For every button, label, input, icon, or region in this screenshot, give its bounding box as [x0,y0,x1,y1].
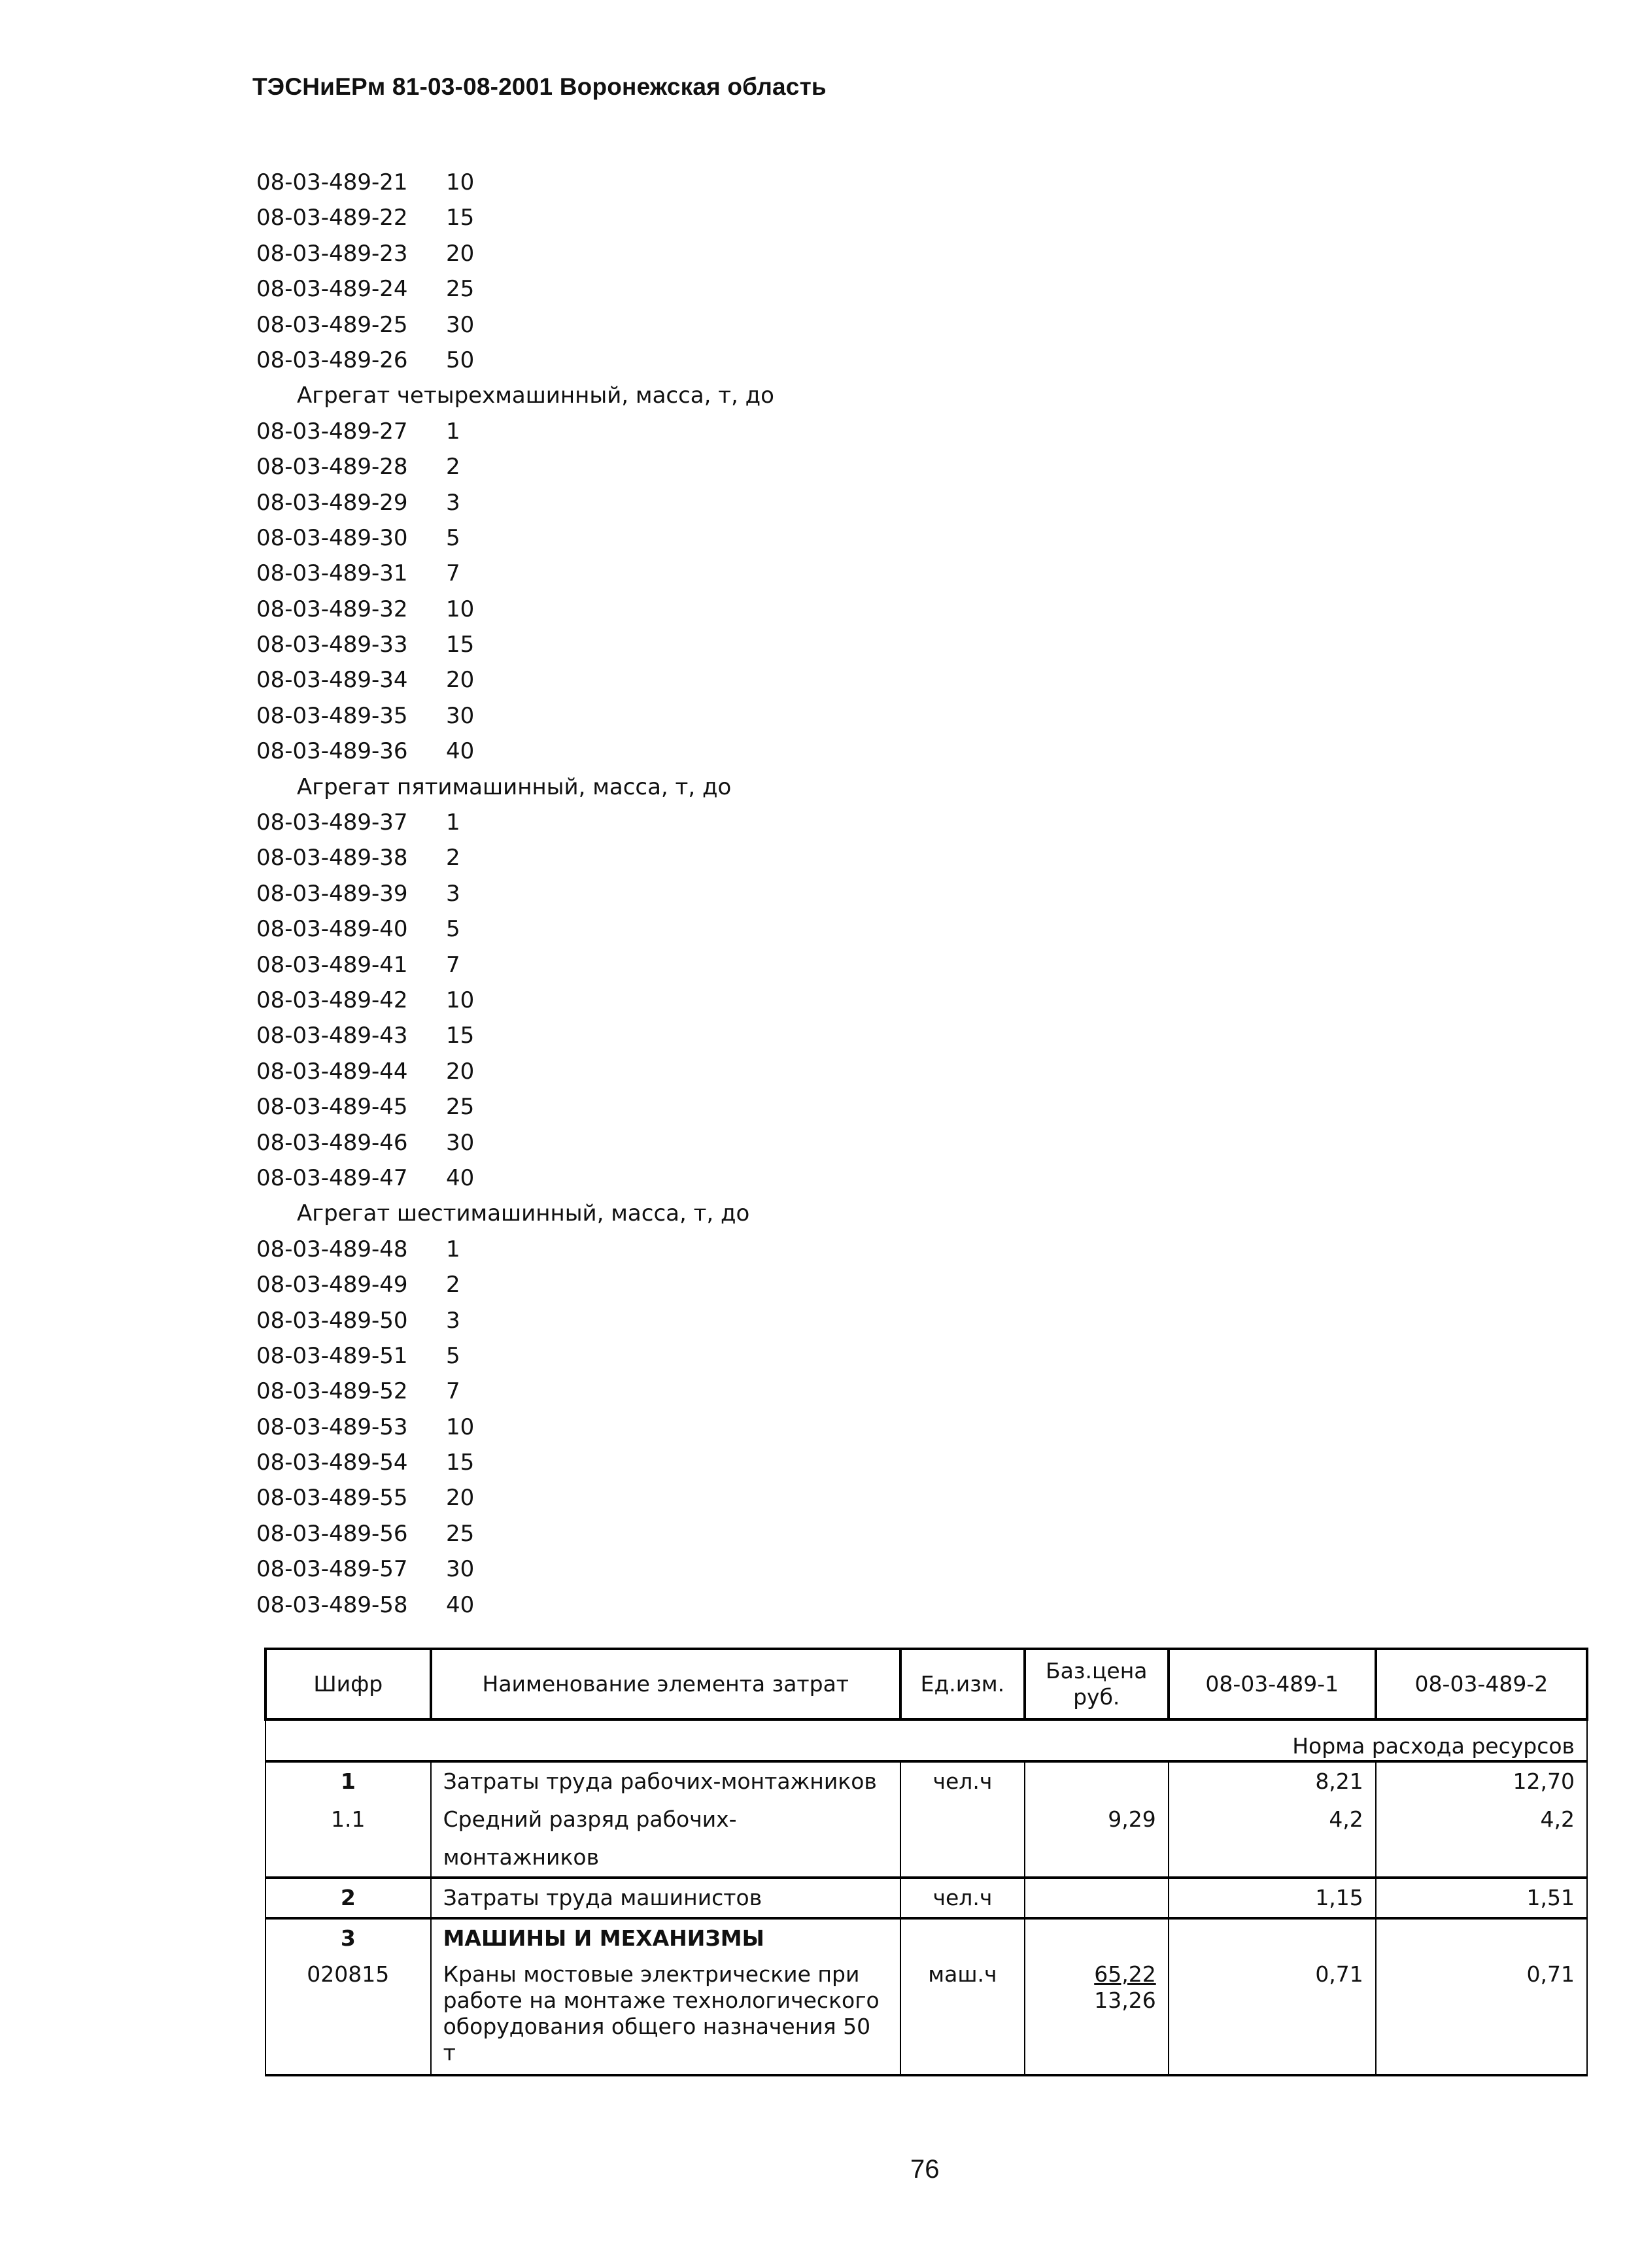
code-number: 08-03-489-39 [256,880,408,907]
code-number: 08-03-489-41 [256,951,408,978]
code-number: 08-03-489-37 [256,809,408,836]
code-line [256,805,1237,840]
page-header: ТЭСНиЕРм 81-03-08-2001 Воронежская область [252,73,827,100]
code-number: 08-03-489-48 [256,1236,408,1262]
row-unit: чел.ч [900,1761,1025,1801]
row-value-1: 1,15 [1169,1878,1376,1918]
code-line [256,1551,1237,1587]
row-name: Средний разряд рабочих-монтажников [431,1801,900,1878]
code-number: 08-03-489-33 [256,632,408,658]
code-line [256,165,1237,200]
code-line [256,1054,1237,1089]
code-number: 08-03-489-44 [256,1058,408,1085]
mass-value: 30 [446,311,475,338]
header-code: Шифр [265,1649,431,1719]
code-line [256,520,1237,556]
code-number: 08-03-489-27 [256,418,408,445]
table-row [265,1878,1587,1918]
code-line [256,662,1237,698]
row-code: 3 [265,1918,431,1957]
code-number: 08-03-489-57 [256,1556,408,1583]
mass-value: 7 [446,560,460,587]
mass-value: 30 [446,702,475,729]
mass-value: 20 [446,240,475,267]
header-price: Баз.цена руб. [1025,1649,1169,1719]
code-list [256,165,1237,1623]
code-number: 08-03-489-49 [256,1272,408,1298]
code-number: 08-03-489-21 [256,169,408,195]
row-price-secondary: 13,26 [1094,1988,1156,2013]
mass-value: 25 [446,1520,475,1547]
page-number: 76 [910,2155,940,2184]
row-price [1025,1957,1169,2075]
mass-value: 20 [446,1058,475,1085]
code-line [256,449,1237,484]
code-number: 08-03-489-52 [256,1378,408,1405]
mass-value: 40 [446,1591,475,1618]
mass-value: 10 [446,1413,475,1440]
mass-value: 40 [446,1164,475,1191]
code-line [256,485,1237,520]
header-col-2: 08-03-489-2 [1376,1649,1587,1719]
code-line [256,1338,1237,1374]
row-value-2: 4,2 [1376,1801,1587,1878]
code-number: 08-03-489-50 [256,1307,408,1334]
code-line [256,200,1237,235]
group-heading: Агрегат шестимашинный, масса, т, до [297,1200,750,1227]
mass-value: 2 [446,454,460,481]
code-number: 08-03-489-22 [256,205,408,231]
row-price-main: 65,22 [1094,1961,1156,1987]
code-number: 08-03-489-46 [256,1129,408,1156]
mass-value: 50 [446,347,475,373]
code-line [256,1516,1237,1551]
mass-value: 25 [446,1094,475,1121]
mass-value: 15 [446,1023,475,1049]
mass-value: 5 [446,916,460,943]
mass-value: 30 [446,1556,475,1583]
mass-value: 20 [446,1485,475,1512]
row-value-2 [1376,1918,1587,1957]
row-value-1: 4,2 [1169,1801,1376,1878]
code-line [256,414,1237,449]
code-number: 08-03-489-26 [256,347,408,373]
code-number: 08-03-489-47 [256,1164,408,1191]
code-line [256,1410,1237,1445]
code-number: 08-03-489-35 [256,702,408,729]
resource-table [264,1648,1588,2076]
mass-value: 7 [446,951,460,978]
code-number: 08-03-489-30 [256,524,408,551]
code-line [256,1587,1237,1623]
code-line [256,947,1237,983]
table-header-row [265,1649,1587,1719]
code-line [256,1303,1237,1338]
table-row [265,1801,1587,1878]
code-line [256,627,1237,662]
row-name: МАШИНЫ И МЕХАНИЗМЫ [431,1918,900,1957]
code-line [256,1445,1237,1480]
group-heading: Агрегат четырехмашинный, масса, т, до [297,382,774,409]
table-row [265,1957,1587,2075]
group-heading: Агрегат пятимашинный, масса, т, до [297,773,732,800]
code-line [256,1089,1237,1125]
code-number: 08-03-489-38 [256,845,408,872]
mass-value: 10 [446,596,475,622]
row-price [1025,1761,1169,1801]
row-price [1025,1878,1169,1918]
row-price [1025,1918,1169,1957]
mass-value: 1 [446,418,460,445]
code-line [256,271,1237,307]
code-line [256,698,1237,734]
row-value-2: 0,71 [1376,1957,1587,2075]
code-number: 08-03-489-45 [256,1094,408,1121]
code-number: 08-03-489-54 [256,1449,408,1476]
code-line [256,1125,1237,1160]
mass-value: 1 [446,809,460,836]
code-line [256,911,1237,947]
code-number: 08-03-489-58 [256,1591,408,1618]
norm-row [265,1719,1587,1761]
code-line [256,556,1237,591]
norm-label: Норма расхода ресурсов [265,1719,1587,1761]
row-value-2: 1,51 [1376,1878,1587,1918]
row-unit: чел.ч [900,1878,1025,1918]
mass-value: 2 [446,1272,460,1298]
mass-value: 7 [446,1378,460,1405]
code-line [256,734,1237,769]
mass-value: 1 [446,1236,460,1262]
code-number: 08-03-489-36 [256,738,408,765]
code-line [256,840,1237,875]
code-line [256,1267,1237,1302]
table-row [265,1918,1587,1957]
row-code: 1.1 [265,1801,431,1878]
code-line [256,1374,1237,1409]
code-number: 08-03-489-25 [256,311,408,338]
mass-value: 10 [446,987,475,1013]
header-name: Наименование элемента затрат [431,1649,900,1719]
code-number: 08-03-489-34 [256,667,408,694]
row-name: Краны мостовые электрические при работе на монтаже технологического оборудования общего назначения 50 т [431,1957,900,2075]
code-line [256,1018,1237,1053]
mass-value: 15 [446,205,475,231]
code-line [256,307,1237,343]
row-value-1 [1169,1918,1376,1957]
mass-value: 15 [446,1449,475,1476]
code-number: 08-03-489-53 [256,1413,408,1440]
code-number: 08-03-489-31 [256,560,408,587]
mass-value: 3 [446,880,460,907]
code-line [256,1160,1237,1196]
row-value-1: 8,21 [1169,1761,1376,1801]
row-price: 9,29 [1025,1801,1169,1878]
mass-value: 30 [446,1129,475,1156]
code-number: 08-03-489-42 [256,987,408,1013]
row-code: 020815 [265,1957,431,2075]
mass-value: 3 [446,489,460,516]
header-unit: Ед.изм. [900,1649,1025,1719]
code-number: 08-03-489-23 [256,240,408,267]
row-code: 1 [265,1761,431,1801]
mass-value: 10 [446,169,475,195]
mass-value: 25 [446,276,475,303]
row-name: Затраты труда рабочих-монтажников [431,1761,900,1801]
code-line [256,1232,1237,1267]
mass-value: 40 [446,738,475,765]
code-number: 08-03-489-24 [256,276,408,303]
code-number: 08-03-489-40 [256,916,408,943]
code-number: 08-03-489-28 [256,454,408,481]
code-line [256,983,1237,1018]
row-code: 2 [265,1878,431,1918]
code-number: 08-03-489-43 [256,1023,408,1049]
row-name: Затраты труда машинистов [431,1878,900,1918]
code-line [256,592,1237,627]
code-number: 08-03-489-32 [256,596,408,622]
code-number: 08-03-489-51 [256,1342,408,1369]
row-value-1: 0,71 [1169,1957,1376,2075]
code-line [256,343,1237,378]
row-value-2: 12,70 [1376,1761,1587,1801]
code-line [256,236,1237,271]
mass-value: 5 [446,1342,460,1369]
mass-value: 15 [446,632,475,658]
code-line [256,876,1237,911]
row-unit: маш.ч [900,1957,1025,2075]
mass-value: 3 [446,1307,460,1334]
table-row [265,1761,1587,1801]
row-unit [900,1918,1025,1957]
code-number: 08-03-489-55 [256,1485,408,1512]
mass-value: 5 [446,524,460,551]
code-number: 08-03-489-29 [256,489,408,516]
header-col-1: 08-03-489-1 [1169,1649,1376,1719]
mass-value: 20 [446,667,475,694]
code-number: 08-03-489-56 [256,1520,408,1547]
mass-value: 2 [446,845,460,872]
code-line [256,1480,1237,1515]
row-unit [900,1801,1025,1878]
